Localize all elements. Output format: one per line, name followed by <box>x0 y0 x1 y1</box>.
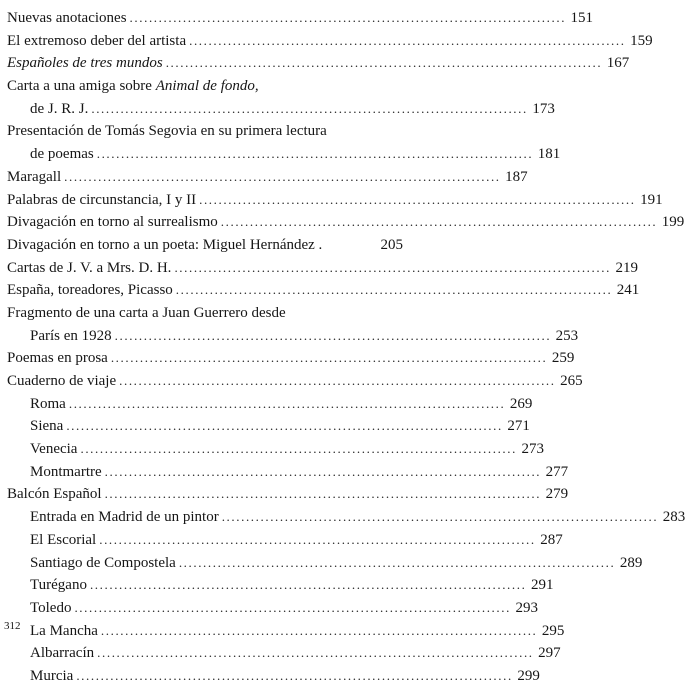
entry-page: 297 <box>538 645 561 662</box>
toc-entry <box>7 483 569 506</box>
dot-leader: .......................................................................................... <box>96 146 534 162</box>
dot-leader: .......................................................................................... <box>64 168 501 184</box>
toc-subentry <box>7 665 540 688</box>
entry-page: 277 <box>545 463 569 480</box>
entry-title: Roma <box>30 395 66 412</box>
toc-entry <box>7 189 663 212</box>
entry-title: Montmartre <box>30 463 102 480</box>
toc-entry-first-line <box>7 302 403 325</box>
dot-leader: .......................................................................................... <box>221 509 659 525</box>
entry-page: 295 <box>541 622 565 639</box>
entry-title: Nuevas anotaciones <box>7 10 127 26</box>
dot-leader: .......................................................................................... <box>91 100 528 116</box>
entry-page: 289 <box>619 554 643 571</box>
entry-page: 219 <box>615 259 638 276</box>
entry-title-italic-part: Animal de fondo, <box>155 78 259 95</box>
entry-title: Venecia <box>30 441 78 458</box>
table-of-contents <box>7 7 685 688</box>
dot-leader: .......................................................................................... <box>99 531 536 547</box>
dot-leader: .......................................................................................... <box>104 463 542 479</box>
entry-page: 273 <box>521 441 544 458</box>
dot-leader: .......................................................................................... <box>165 55 603 71</box>
entry-page: 283 <box>662 509 685 526</box>
toc-subentry <box>7 552 643 575</box>
entry-page: 151 <box>570 10 594 26</box>
entry-page: 291 <box>530 577 554 594</box>
entry-title: Españoles de tres mundos <box>7 55 163 72</box>
entry-title: Divagación en torno al surrealismo <box>7 214 218 231</box>
entry-page: 279 <box>545 486 569 503</box>
entry-title: Poemas en prosa <box>7 350 108 367</box>
entry-title: La Mancha <box>30 622 98 639</box>
dot-leader: .......................................................................................... <box>119 373 556 388</box>
entry-title: Fragmento de una carta a Juan Guerrero desde <box>7 304 286 321</box>
entry-page: 241 <box>616 282 640 299</box>
dot-leader: .......................................................................................... <box>104 486 542 502</box>
entry-page: 265 <box>560 373 583 389</box>
entry-title: El extremoso deber del artista <box>7 32 187 49</box>
entry-title: El Escorial <box>30 531 97 548</box>
dot-leader: .......................................................................................... <box>174 259 611 275</box>
entry-page: 191 <box>640 191 663 208</box>
toc-entry <box>7 257 638 280</box>
toc-entry <box>7 166 528 189</box>
toc-entry-continuation <box>7 98 555 121</box>
entry-title-cont: París en 1928 <box>30 327 112 344</box>
entry-title: Albarracín <box>30 645 95 662</box>
entry-page: 299 <box>517 667 540 684</box>
dot-leader: .......................................................................................... <box>178 554 616 570</box>
entry-title: Santiago de Compostela <box>30 554 176 571</box>
toc-subentry <box>7 438 544 461</box>
dot-leader: .......................................................................................... <box>189 32 626 48</box>
entry-title-part: Carta a una amiga sobre <box>7 78 156 95</box>
entry-page: 205 <box>380 236 403 253</box>
dot-leader: .......................................................................................... <box>199 191 636 207</box>
toc-entry <box>7 279 640 302</box>
entry-title: Siena <box>30 418 64 435</box>
toc-entry <box>7 234 403 257</box>
toc-subentry <box>7 642 561 665</box>
entry-page: 181 <box>537 146 561 163</box>
entry-title: Murcia <box>30 667 74 684</box>
entry-title: Entrada en Madrid de un pintor <box>30 509 219 526</box>
dot-leader: .......................................................................................... <box>76 667 513 683</box>
entry-title: Palabras de circunstancia, I y II <box>7 191 197 208</box>
toc-entry <box>7 370 583 393</box>
dot-leader: .......................................................................................... <box>66 418 503 434</box>
toc-subentry <box>7 529 563 552</box>
dot-leader: .......................................................................................... <box>114 327 552 343</box>
dot-leader: .......................................................................................... <box>89 577 527 593</box>
toc-subentry <box>7 620 565 643</box>
dot-leader: .......................................................................................... <box>220 214 658 230</box>
dot-leader: .......................................................................................... <box>129 10 567 25</box>
toc-entry-continuation <box>7 325 579 348</box>
dot-leader: .......................................................................................... <box>74 599 511 615</box>
entry-page: 159 <box>630 32 653 49</box>
entry-title: Presentación de Tomás Segovia en su primera lectura <box>7 123 327 140</box>
entry-title: Balcón Español <box>7 486 102 503</box>
entry-page: 173 <box>532 100 555 117</box>
toc-entry <box>7 7 594 30</box>
toc-entry <box>7 52 630 75</box>
entry-title: España, toreadores, Picasso <box>7 282 173 299</box>
toc-entry <box>7 347 575 370</box>
entry-title: Cartas de J. V. a Mrs. D. H. <box>7 259 172 276</box>
toc-subentry <box>7 415 530 438</box>
toc-subentry <box>7 597 538 620</box>
dot-leader: .......................................................................................... <box>97 645 534 661</box>
dot-leader: .......................................................................................... <box>100 622 538 638</box>
entry-title: Turégano <box>30 577 87 594</box>
toc-entry-continuation <box>7 143 561 166</box>
dot-leader: .......................................................................................... <box>68 395 506 411</box>
toc-subentry <box>7 506 685 529</box>
entry-page: 271 <box>507 418 530 435</box>
entry-title-cont: de poemas <box>30 146 94 163</box>
entry-title: Maragall <box>7 168 62 185</box>
toc-subentry <box>7 461 569 484</box>
entry-page: 167 <box>606 55 630 72</box>
page-number: 312 <box>4 620 21 632</box>
entry-page: 259 <box>551 350 575 367</box>
dot-leader: .......................................................................................... <box>175 282 613 298</box>
entry-title: Toledo <box>30 599 72 616</box>
entry-title-cont: de J. R. J. <box>30 100 89 117</box>
toc-subentry <box>7 574 554 597</box>
toc-subentry <box>7 393 533 416</box>
entry-page: 287 <box>540 531 563 548</box>
entry-page: 199 <box>661 214 685 231</box>
entry-page: 253 <box>555 327 579 344</box>
entry-title: Divagación en torno a un poeta: Miguel Hernández . <box>7 236 323 253</box>
dot-leader: .......................................................................................... <box>110 350 548 366</box>
toc-entry-first-line <box>7 75 403 98</box>
toc-entry <box>7 30 653 53</box>
dot-leader: .......................................................................................... <box>80 441 517 457</box>
entry-page: 293 <box>515 599 538 616</box>
entry-page: 269 <box>509 395 533 412</box>
toc-entry-first-line <box>7 120 403 143</box>
entry-page: 187 <box>505 168 528 185</box>
entry-title: Cuaderno de viaje <box>7 373 117 389</box>
toc-entry <box>7 211 685 234</box>
